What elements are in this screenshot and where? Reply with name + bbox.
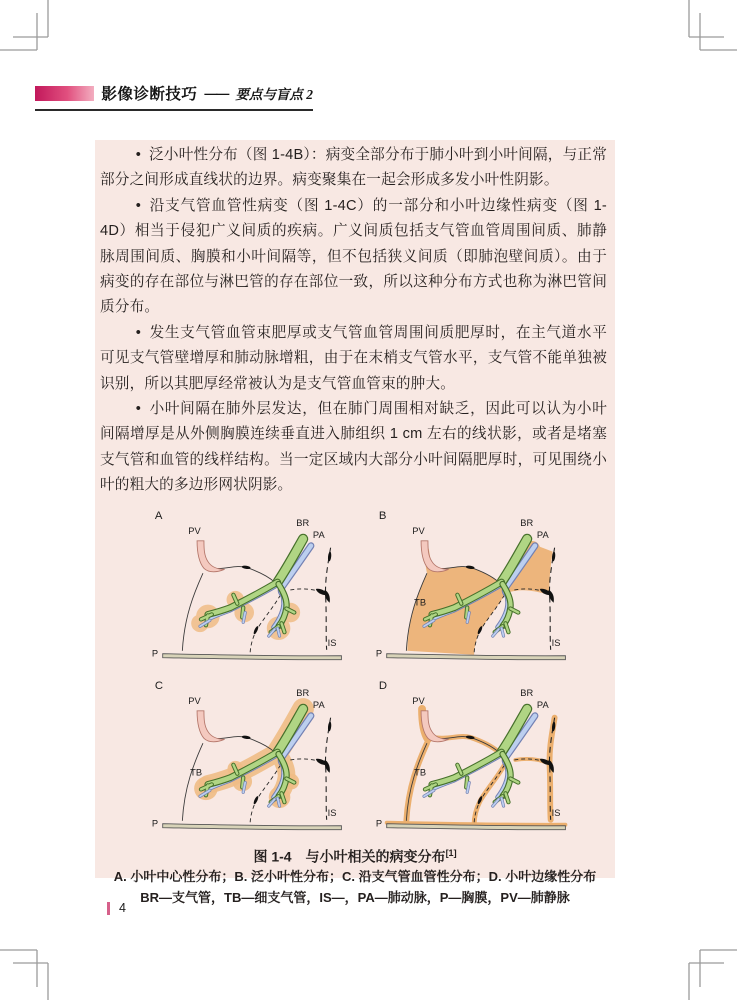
- caption-reference: [1]: [445, 847, 457, 858]
- content-block: [95, 140, 615, 905]
- panel-b-panlobular-diagram: [371, 505, 587, 667]
- series-title: 影像诊断技巧: [101, 86, 198, 103]
- pulmonary-artery-label: PA: [536, 699, 549, 710]
- pleura-label: P: [151, 818, 159, 829]
- bullet: •: [135, 401, 142, 418]
- paragraph-text: 小叶间隔在肺外层发达，但在肺门周围相对缺乏，因此可以认为小叶间隔增厚是从外侧胸膜连续垂直进入肺组织 1 cm 左右的线状影，或者是堵塞支气管和血管的线样结构。当一定区域内大部分小叶间隔肥厚时，可见围绕小叶的粗大的多边形网状阴影。: [100, 401, 607, 494]
- panel-a-centrilobular-diagram: [147, 505, 363, 667]
- panel-letter: B: [378, 509, 387, 522]
- pulmonary-vein-label: PV: [188, 695, 201, 706]
- interlobular-septum-label: IS: [551, 807, 561, 818]
- page-number: 4: [119, 901, 126, 915]
- interlobular-septum-label: IS: [327, 807, 337, 818]
- pulmonary-artery-label: PA: [312, 529, 325, 540]
- paragraph-text: 发生支气管血管束肥厚或支气管血管周围间质肥厚时，在主气道水平可见支气管壁增厚和肺动脉增粗，由于在末梢支气管水平，支气管不能单独被识别，所以其肥厚经常被认为是支气管血管束的肿大。: [100, 324, 607, 392]
- page-header: [35, 82, 313, 111]
- figure-caption-abbreviations: BR—支气管，TB—细支气管，IS—，PA—肺动脉，P—胸膜，PV—肺静脉: [140, 889, 570, 905]
- panel-letter: D: [378, 679, 388, 692]
- footer-accent-bar: [107, 902, 110, 915]
- figure-1-4: [147, 505, 587, 837]
- page-footer: [107, 901, 126, 915]
- panel-letter: C: [154, 679, 164, 692]
- interlobular-septum-label: IS: [327, 637, 337, 648]
- figure-caption-legend: A. 小叶中心性分布；B. 泛小叶性分布；C. 沿支气管血管性分布；D. 小叶边缘性分布: [113, 869, 597, 885]
- header-accent-bar: [35, 86, 94, 101]
- bronchus-label: BR: [520, 687, 534, 698]
- paragraph-peribronchovascular: [100, 194, 607, 321]
- paragraph-septal-thickening: [100, 397, 607, 499]
- paragraph-text: 沿支气管血管性病变（图 1-4C）的一部分和小叶边缘性病变（图 1-4D）相当于侵犯广义间质的疾病。广义间质包括支气管血管周围间质、肺静脉周围间质、胸膜和小叶间隔等，但不包括狭义间质（即肺泡壁间质）。由于病变的存在部位与淋巴管的存在部位一致，所以这种分布方式也称为淋巴管间质分布。: [100, 197, 607, 316]
- pleura-label: P: [375, 648, 383, 659]
- bronchus-label: BR: [296, 517, 310, 528]
- pulmonary-artery-label: PA: [312, 699, 325, 710]
- panel-c-peribronchovascular-diagram: [147, 675, 363, 837]
- interlobular-septum-label: IS: [551, 637, 561, 648]
- bronchus-label: BR: [520, 517, 534, 528]
- paragraph-bundle-thickening: [100, 321, 607, 397]
- pleura-label: P: [375, 818, 383, 829]
- paragraph-panlobular: [100, 143, 607, 194]
- caption-title-text: 图 1-4 与小叶相关的病变分布: [253, 848, 446, 865]
- pulmonary-artery-label: PA: [536, 529, 549, 540]
- figure-caption: [95, 843, 615, 909]
- terminal-bronchiole-label: TB: [190, 767, 203, 778]
- series-subtitle: 要点与盲点 2: [235, 87, 313, 102]
- pulmonary-vein-label: PV: [188, 525, 201, 536]
- panel-letter: A: [154, 509, 163, 522]
- header-dash: ——: [204, 85, 229, 101]
- bronchus-label: BR: [296, 687, 310, 698]
- figure-caption-title: [95, 843, 615, 868]
- bullet: •: [135, 324, 142, 341]
- pulmonary-vein-label: PV: [412, 695, 425, 706]
- bullet: •: [135, 147, 142, 163]
- bullet: •: [135, 197, 142, 214]
- pleura-label: P: [151, 648, 159, 659]
- pulmonary-vein-label: PV: [412, 525, 425, 536]
- paragraph-text: 泛小叶性分布（图 1-4B）：病变全部分布于肺小叶到小叶间隔，与正常部分之间形成直线状的边界。病变聚集在一起会形成多发小叶性阴影。: [100, 147, 607, 189]
- terminal-bronchiole-label: TB: [414, 597, 427, 608]
- panel-d-perilobular-diagram: [371, 675, 587, 837]
- body-text: [95, 140, 615, 499]
- terminal-bronchiole-label: TB: [414, 767, 427, 778]
